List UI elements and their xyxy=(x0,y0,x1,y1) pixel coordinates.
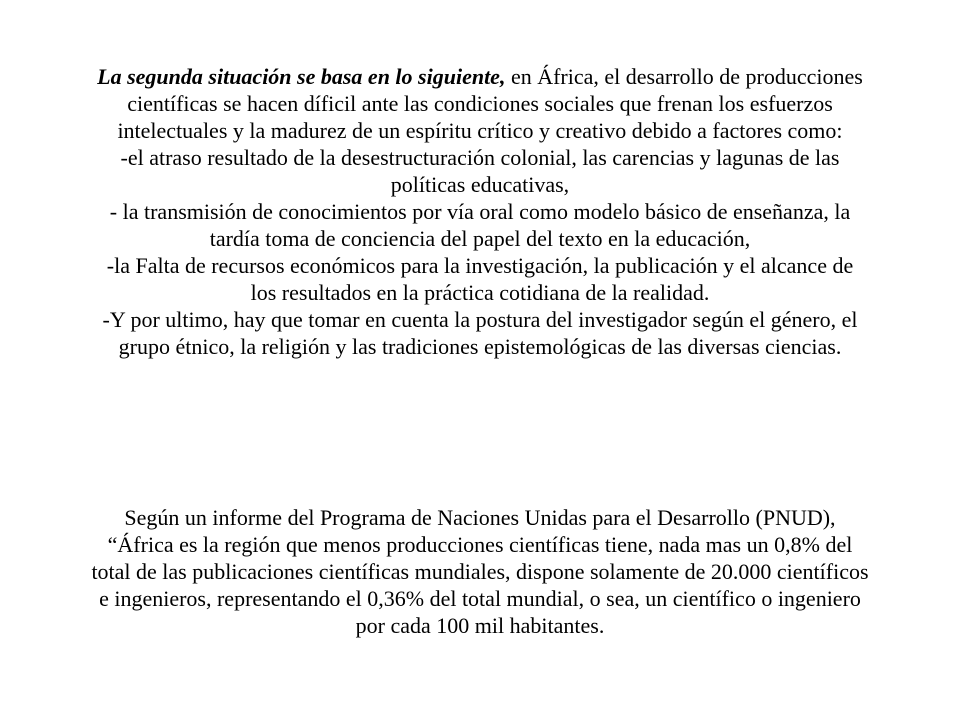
lead-continuation: en África, el desarrollo de producciones xyxy=(505,64,863,89)
text-line: científicas se hacen díficil ante las condiciones sociales que frenan los esfuerzos xyxy=(127,91,833,116)
text-line: -el atraso resultado de la desestructuración colonial, las carencias y lagunas de las xyxy=(120,145,840,170)
text-line xyxy=(0,63,960,90)
text-line: -Y por ultimo, hay que tomar en cuenta la postura del investigador según el género, el xyxy=(102,307,858,332)
text-line: Según un informe del Programa de Naciones Unidas para el Desarrollo (PNUD), xyxy=(124,505,836,530)
text-line: -la Falta de recursos económicos para la investigación, la publicación y el alcance de xyxy=(106,253,854,278)
text-line: “África es la región que menos producciones científicas tiene, nada mas un 0,8% del xyxy=(107,532,853,557)
text-line: tardía toma de conciencia del papel del texto en la educación, xyxy=(209,226,751,251)
text-line: intelectuales y la madurez de un espíritu crítico y creativo debido a factores como: xyxy=(117,118,843,143)
text-line: los resultados en la práctica cotidiana de la realidad. xyxy=(250,280,710,305)
paragraph-africa-situation xyxy=(0,63,960,360)
text-line: - la transmisión de conocimientos por vía oral como modelo básico de enseñanza, la xyxy=(109,199,851,224)
text-line: grupo étnico, la religión y las tradiciones epistemológicas de las diversas ciencias. xyxy=(118,334,842,359)
lead-phrase: La segunda situación se basa en lo siguiente, xyxy=(97,64,506,89)
text-line: políticas educativas, xyxy=(390,172,570,197)
text-line: por cada 100 mil habitantes. xyxy=(355,613,605,638)
text-line: total de las publicaciones científicas mundiales, dispone solamente de 20.000 científicos xyxy=(91,559,869,584)
text-line: e ingenieros, representando el 0,36% del total mundial, o sea, un científico o ingeniero xyxy=(99,586,861,611)
paragraph-pnud-report xyxy=(0,504,960,639)
